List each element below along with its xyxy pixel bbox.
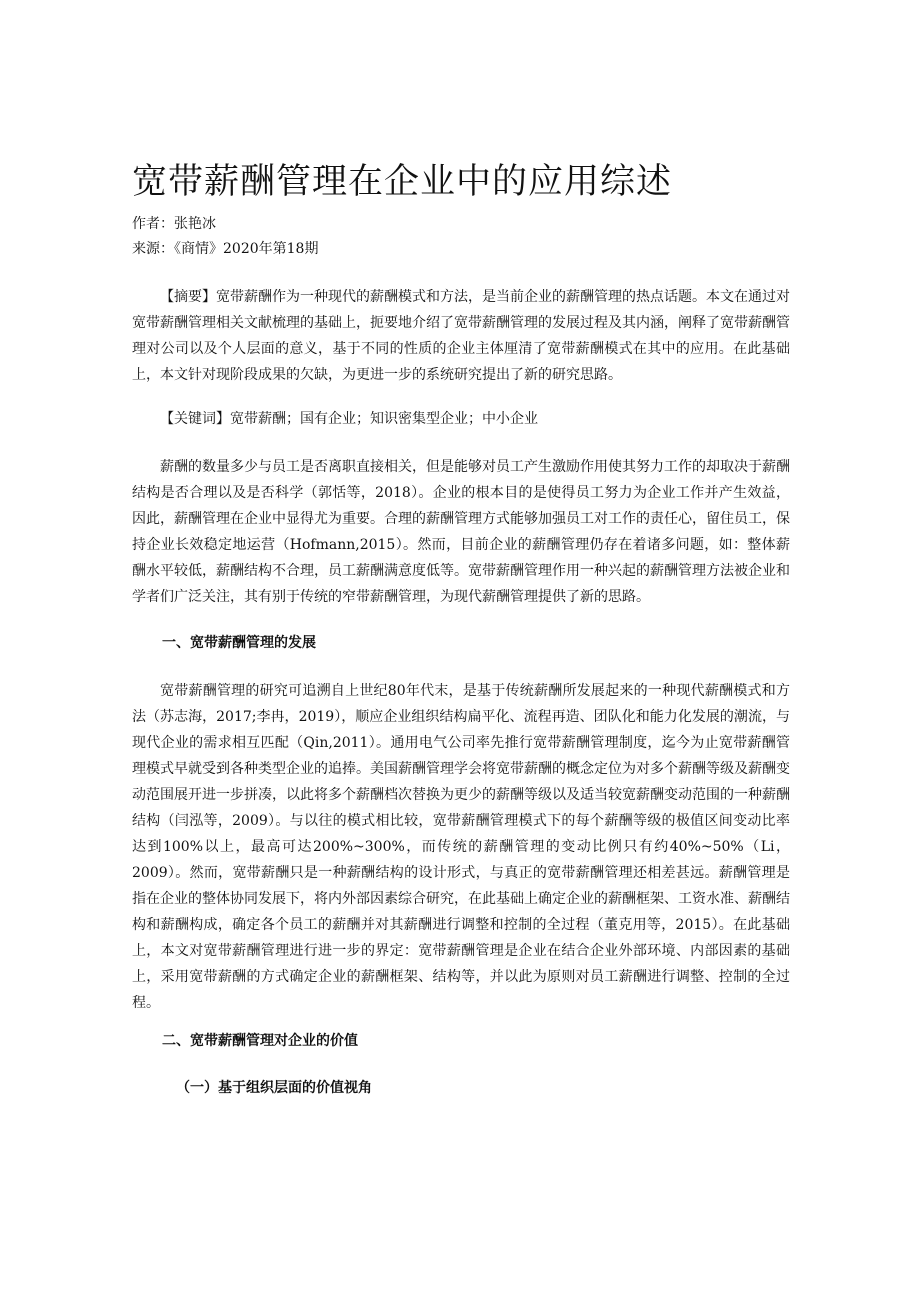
author-line: 作者：张艳冰 xyxy=(132,216,216,232)
section-heading-1: 一、宽带薪酬管理的发展 xyxy=(162,635,316,651)
subsection-heading-2-1: （一）基于组织层面的价值视角 xyxy=(176,1080,372,1096)
source-line: 来源：《商情》2020年第18期 xyxy=(132,241,319,257)
section-heading-2: 二、宽带薪酬管理对企业的价值 xyxy=(162,1033,358,1049)
section-1-paragraph: 宽带薪酬管理的研究可追溯自上世纪80年代末，是基于传统薪酬所发展起来的一种现代薪酬模式和方法（苏志海，2017;李冉，2019），顺应企业组织结构扁平化、流程再造、团队化和能力化发展的潮流，与现代企业的需求相互匹配（Qin,2011）。通用电气公司率先推行宽带薪酬管理制度，迄今为止宽带薪酬管理模式早就受到各种类型企业的追捧。美国薪酬管理学会将宽带薪酬的概念定位为对多个薪酬等级及薪酬变动范围展开进一步拼凑，以此将多个薪酬档次替换为更少的薪酬等级以及适当较宽薪酬变动范围的一种薪酬结构（闫泓等，2009）。与以往的模式相比较，宽带薪酬管理模式下的每个薪酬等级的极值区间变动比率达到100%以上，最高可达200%~300%，而传统的薪酬管理的变动比例只有约40%~50%（Li，2009）。然而，宽带薪酬只是一种薪酬结构的设计形式，与真正的宽带薪酬管理还相差甚远。薪酬管理是指在企业的整体协同发展下，将内外部因素综合研究，在此基础上确定企业的薪酬框架、工资水准、薪酬结构和薪酬构成，确定各个员工的薪酬并对其薪酬进行调整和控制的全过程（董克用等，2015）。在此基础上，本文对宽带薪酬管理进行进一步的界定：宽带薪酬管理是企业在结合企业外部环境、内部因素的基础上，采用宽带薪酬的方式确定企业的薪酬框架、结构等，并以此为原则对员工薪酬进行调整、控制的全过程。 xyxy=(132,683,790,1011)
abstract-paragraph: 【摘要】宽带薪酬作为一种现代的薪酬模式和方法，是当前企业的薪酬管理的热点话题。本文在通过对宽带薪酬管理相关文献梳理的基础上，扼要地介绍了宽带薪酬管理的发展过程及其内涵，阐释了宽带薪酬管理对公司以及个人层面的意义，基于不同的性质的企业主体厘清了宽带薪酬模式在其中的应用。在此基础上，本文针对现阶段成果的欠缺，为更进一步的系统研究提出了新的研究思路。 xyxy=(132,289,790,383)
intro-paragraph: 薪酬的数量多少与员工是否离职直接相关，但是能够对员工产生激励作用使其努力工作的却取决于薪酬结构是否合理以及是否科学（郭恬等，2018）。企业的根本目的是使得员工努力为企业工作并产生效益，因此，薪酬管理在企业中显得尤为重要。合理的薪酬管理方式能够加强员工对工作的责任心，留住员工，保持企业长效稳定地运营（Hofmann,2015）。然而，目前企业的薪酬管理仍存在着诸多问题，如：整体薪酬水平较低，薪酬结构不合理，员工薪酬满意度低等。宽带薪酬管理作用一种兴起的薪酬管理方法被企业和学者们广泛关注，其有别于传统的窄带薪酬管理，为现代薪酬管理提供了新的思路。 xyxy=(132,459,790,605)
keywords-paragraph: 【关键词】宽带薪酬；国有企业；知识密集型企业；中小企业 xyxy=(160,411,538,427)
document-title: 宽带薪酬管理在企业中的应用综述 xyxy=(132,162,673,202)
